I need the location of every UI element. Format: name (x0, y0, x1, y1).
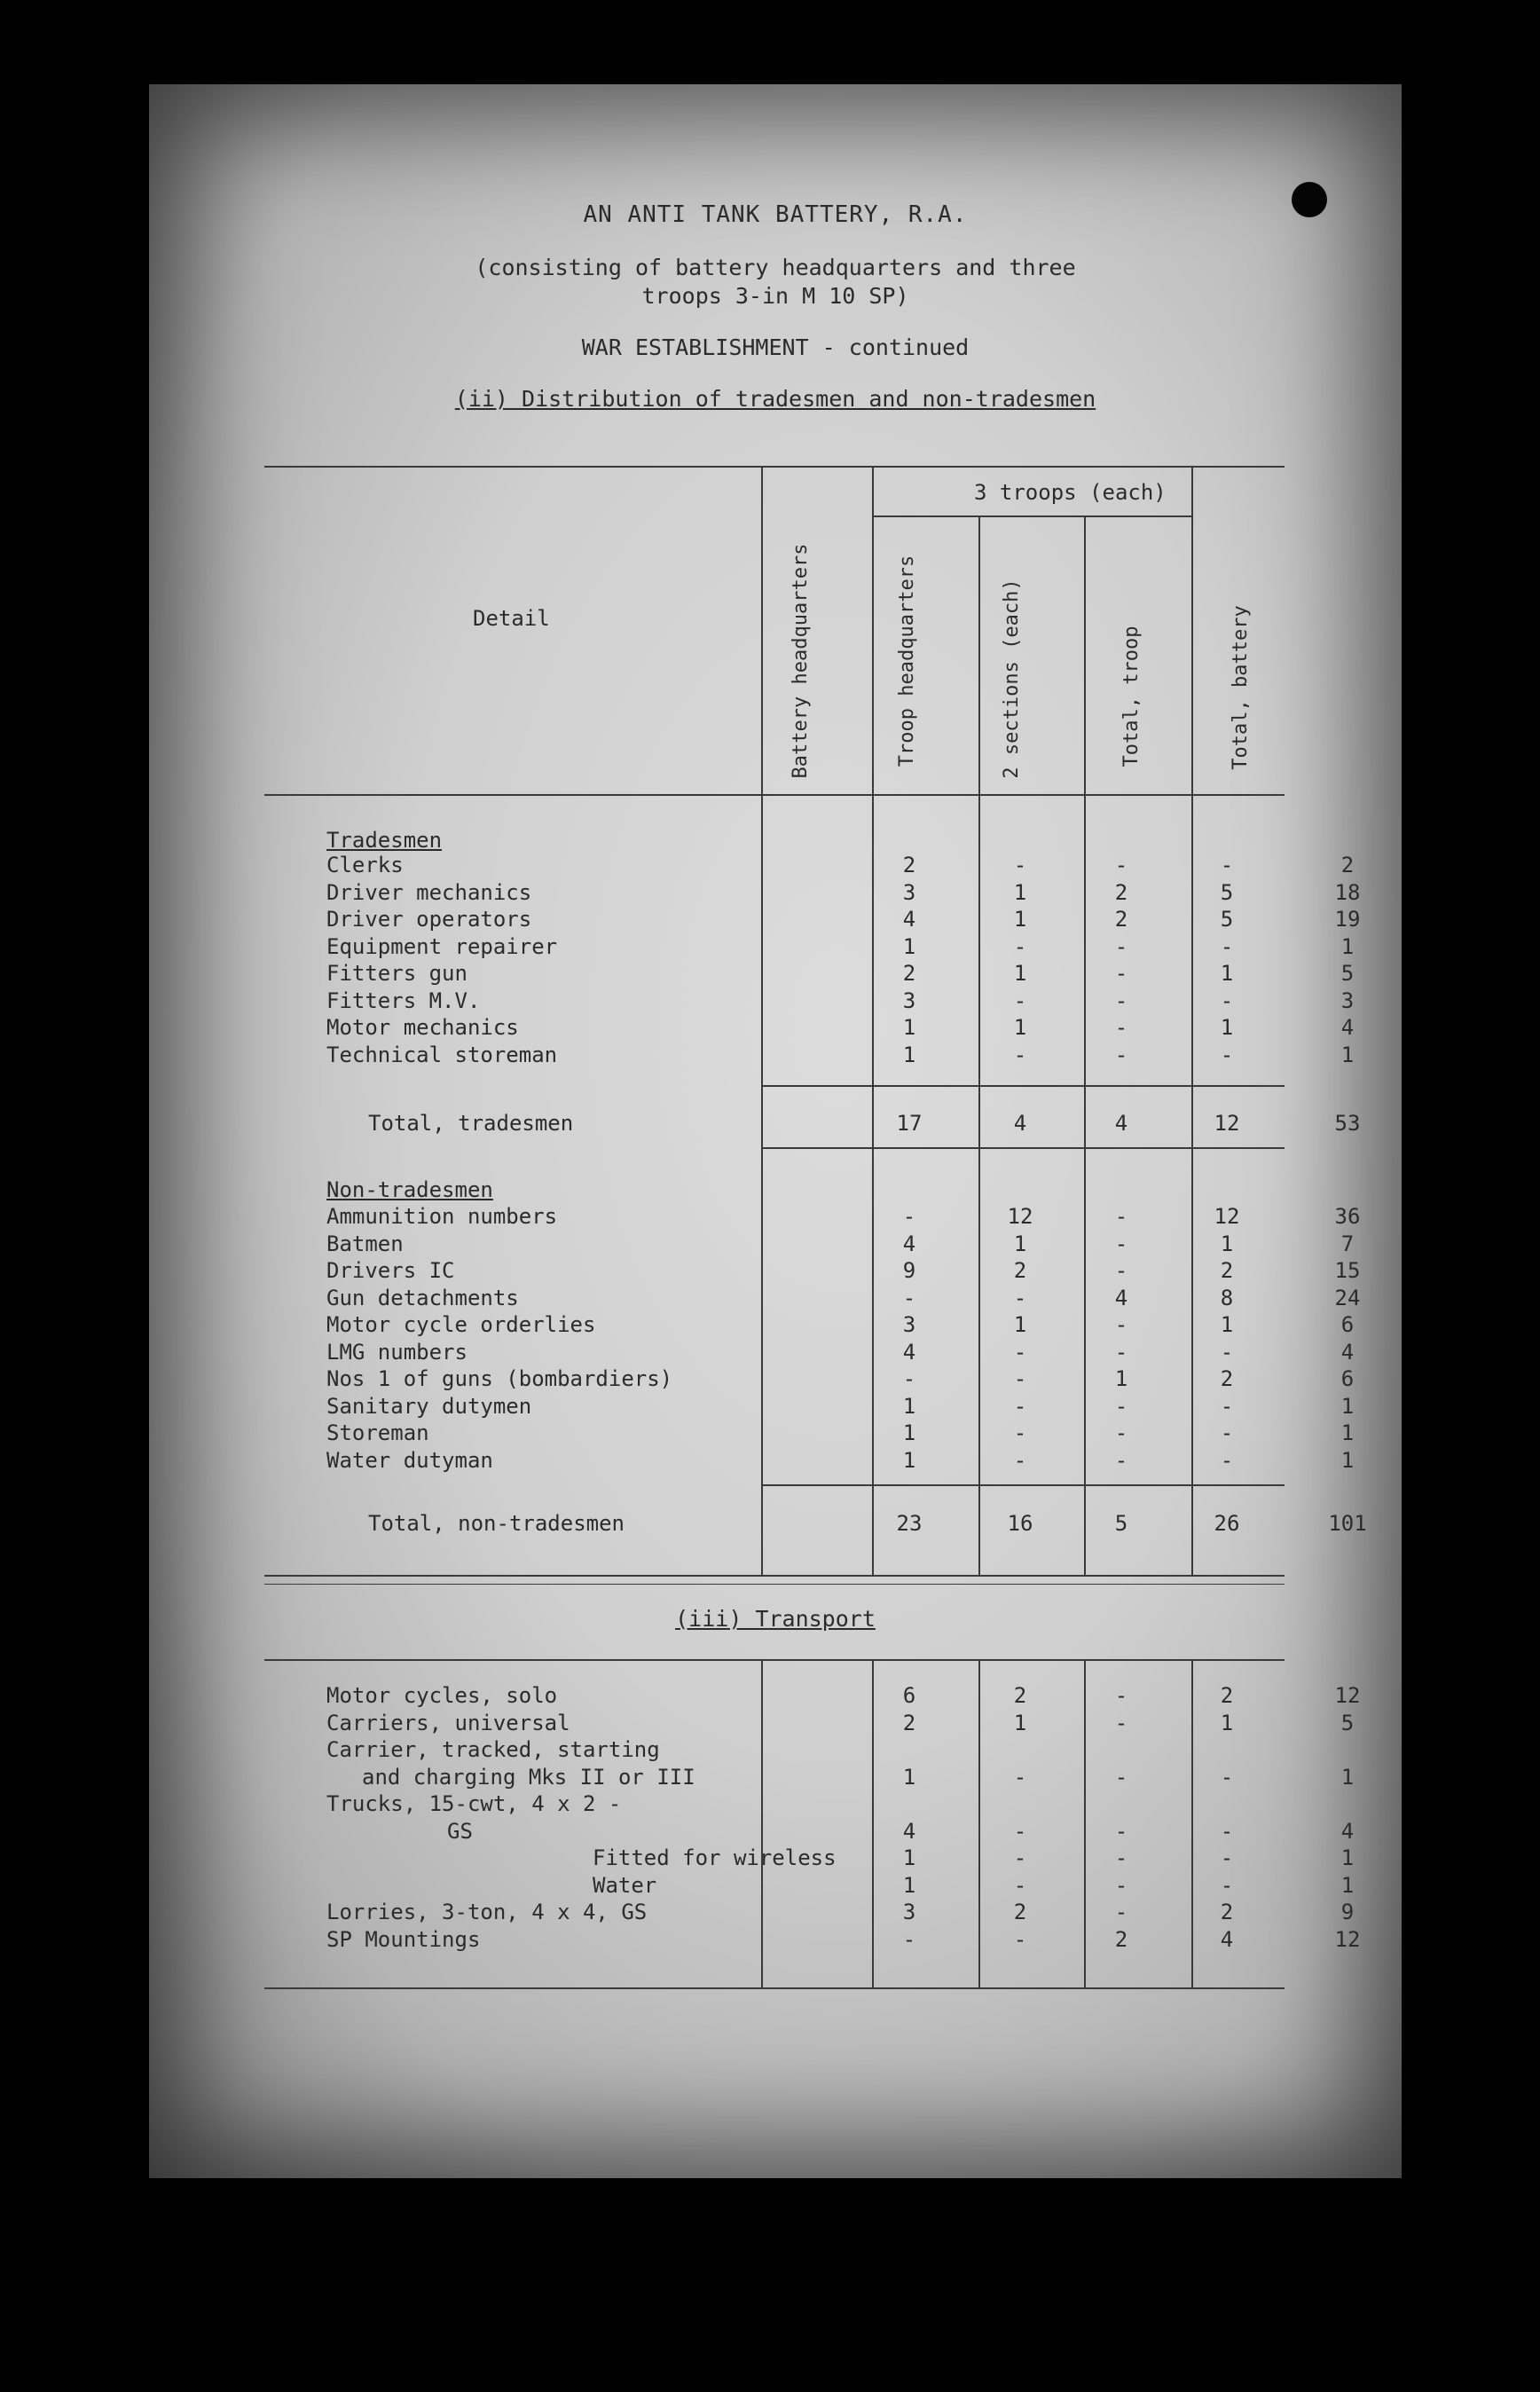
cell-value: 1 (1340, 933, 1355, 959)
cell-value: - (1114, 1258, 1128, 1283)
row-label: Motor cycles, solo (326, 1683, 558, 1708)
table-row (149, 1015, 1402, 1042)
cell-value: 1 (1340, 1393, 1355, 1419)
cell-value: - (1220, 933, 1234, 959)
cell-value: - (1013, 933, 1027, 959)
cell-value: - (1114, 1231, 1128, 1256)
table-row (149, 1791, 1402, 1818)
cell-value: 1 (1340, 1845, 1355, 1870)
table-row (149, 1312, 1402, 1339)
row-label: Motor mechanics (326, 1015, 519, 1040)
table-row (149, 934, 1402, 961)
row-label: Sanitary dutymen (326, 1393, 532, 1419)
cell-value: - (902, 1366, 916, 1391)
row-label: Motor cycle orderlies (326, 1312, 596, 1337)
cell-value: 4 (1340, 1818, 1355, 1844)
cell-value: 4 (1220, 1926, 1234, 1952)
cell-value: - (1114, 1312, 1128, 1337)
cell-value: 1 (902, 1872, 916, 1898)
cell-value: - (1114, 1710, 1128, 1735)
row-label: Carriers, universal (326, 1710, 570, 1735)
table-bottom-rule (264, 1575, 1285, 1577)
cell-value: - (1220, 1420, 1234, 1445)
row-label: LMG numbers (326, 1339, 468, 1365)
cell-value: 5 (1220, 879, 1234, 905)
table-row (149, 961, 1402, 987)
cell-value: 6 (1340, 1366, 1355, 1391)
cell-value: - (1013, 1872, 1027, 1898)
cell-value: 18 (1334, 879, 1361, 905)
table-row (149, 853, 1402, 879)
cell-value: - (1114, 1042, 1128, 1067)
cell-value: - (1114, 1900, 1128, 1924)
cell-value: - (1220, 1764, 1234, 1790)
cell-value: - (1013, 1420, 1027, 1445)
cell-value: 1 (1013, 1312, 1027, 1337)
cell-value: - (1220, 1339, 1234, 1365)
cell-value: 26 (1214, 1511, 1240, 1536)
column-header-group: 3 troops (each) (974, 480, 1167, 505)
row-label: Equipment repairer (326, 933, 558, 959)
table-row (149, 1819, 1402, 1845)
cell-value: 16 (1007, 1511, 1033, 1536)
cell-value: - (902, 1926, 916, 1952)
section-heading-tradesmen: Tradesmen (326, 828, 443, 853)
cell-value: 1 (1220, 1312, 1234, 1337)
cell-value: 36 (1334, 1204, 1361, 1229)
cell-value: - (902, 1285, 916, 1310)
cell-value: 24 (1334, 1285, 1361, 1310)
document-page (149, 84, 1402, 2178)
subtotal-rule (761, 1147, 1285, 1149)
table-row (149, 1873, 1402, 1900)
cell-value: 5 (1220, 907, 1234, 932)
cell-value: 1 (902, 1393, 916, 1419)
cell-value: 4 (1114, 1111, 1128, 1136)
row-label: Water (593, 1872, 657, 1898)
cell-value: 4 (902, 1339, 916, 1365)
table-row-total-tradesmen (149, 1111, 1402, 1137)
cell-value: - (1220, 853, 1234, 877)
cell-value: 2 (1340, 853, 1355, 877)
cell-value: 12 (1214, 1111, 1240, 1136)
cell-value: 1 (902, 933, 916, 959)
cell-value: - (1114, 1015, 1128, 1040)
section-heading-non-tradesmen: Non-tradesmen (326, 1177, 493, 1202)
cell-value: - (1013, 1393, 1027, 1419)
cell-value: - (1013, 853, 1027, 877)
table-row (149, 988, 1402, 1015)
cell-value: 1 (902, 1764, 916, 1790)
row-label: Technical storeman (326, 1042, 558, 1067)
table-row (149, 880, 1402, 907)
cell-value: 2 (1013, 1683, 1027, 1708)
cell-value: 2 (1114, 907, 1128, 932)
cell-value: 5 (1114, 1511, 1128, 1536)
transport-top-rule (264, 1659, 1285, 1661)
cell-value: 2 (1114, 1926, 1128, 1952)
row-label: Ammunition numbers (326, 1204, 558, 1229)
document-subtitle-line2: troops 3-in M 10 SP) (641, 283, 909, 309)
cell-value: 23 (896, 1511, 923, 1536)
section-iii-heading: (iii) Transport (675, 1606, 876, 1632)
table-row-total-non-tradesmen (149, 1511, 1402, 1538)
row-label: Driver operators (326, 907, 532, 932)
cell-value: 1 (1013, 961, 1027, 986)
cell-value: 1 (1013, 907, 1027, 932)
cell-value: 2 (1013, 1258, 1027, 1283)
cell-value: - (1220, 1818, 1234, 1844)
cell-value: 2 (902, 1710, 916, 1735)
cell-value: 9 (902, 1258, 916, 1283)
row-label: SP Mountings (326, 1926, 481, 1952)
cell-value: 1 (1220, 961, 1234, 986)
cell-value: 53 (1334, 1111, 1361, 1136)
table-row (149, 1448, 1402, 1475)
cell-value: 2 (1013, 1900, 1027, 1924)
cell-value: - (1114, 1872, 1128, 1898)
row-label: Total, non-tradesmen (368, 1511, 625, 1536)
header-bottom-rule (264, 794, 1285, 796)
row-label: and charging Mks II or III (362, 1764, 695, 1790)
cell-value: 1 (902, 1420, 916, 1445)
cell-value: - (902, 1204, 916, 1229)
cell-value: - (1114, 1845, 1128, 1870)
row-label: Trucks, 15-cwt, 4 x 2 - (326, 1791, 622, 1816)
establishment-heading: WAR ESTABLISHMENT - continued (581, 334, 970, 360)
cell-value: 17 (896, 1111, 923, 1136)
cell-value: 1 (1340, 1420, 1355, 1445)
cell-value: - (1013, 1339, 1027, 1365)
table-row (149, 1683, 1402, 1710)
row-label: Gun detachments (326, 1285, 519, 1310)
table-row (149, 1043, 1402, 1069)
cell-value: - (1013, 1366, 1027, 1391)
cell-value: 2 (1220, 1258, 1234, 1283)
column-header-battery-hq: Battery headquarters (790, 543, 812, 779)
cell-value: - (1114, 1683, 1128, 1708)
cell-value: 1 (1220, 1710, 1234, 1735)
document-title: AN ANTI TANK BATTERY, R.A. (583, 201, 968, 228)
document-subtitle-line1: (consisting of battery headquarters and three (475, 255, 1076, 280)
cell-value: 2 (902, 853, 916, 877)
row-label: GS (447, 1818, 473, 1844)
cell-value: - (1114, 1339, 1128, 1365)
table-row (149, 1900, 1402, 1926)
cell-value: 5 (1340, 1710, 1355, 1735)
cell-value: 1 (902, 1845, 916, 1870)
table-row (149, 1394, 1402, 1420)
cell-value: 1 (1114, 1366, 1128, 1391)
transport-bottom-rule (264, 1987, 1285, 1989)
cell-value: - (1013, 1042, 1027, 1067)
cell-value: 3 (902, 1900, 916, 1924)
section-ii-heading: (ii) Distribution of tradesmen and non-tradesmen (454, 386, 1096, 412)
table-row (149, 1258, 1402, 1285)
cell-value: 101 (1328, 1511, 1367, 1536)
cell-value: - (1114, 1764, 1128, 1790)
cell-value: 5 (1340, 961, 1355, 986)
row-label: Water dutyman (326, 1447, 493, 1473)
table-row (149, 907, 1402, 933)
cell-value: - (1114, 1420, 1128, 1445)
cell-value: 1 (902, 1447, 916, 1473)
cell-value: 7 (1340, 1231, 1355, 1256)
cell-value: 6 (902, 1683, 916, 1708)
cell-value: 9 (1340, 1900, 1355, 1924)
table-row (149, 1927, 1402, 1954)
cell-value: - (1013, 987, 1027, 1013)
cell-value: 4 (902, 1231, 916, 1256)
cell-value: 3 (902, 987, 916, 1013)
cell-value: - (1114, 853, 1128, 877)
cell-value: 2 (1220, 1366, 1234, 1391)
cell-value: 3 (902, 879, 916, 905)
cell-value: - (1013, 1764, 1027, 1790)
column-header-detail: Detail (473, 606, 550, 631)
table-row (149, 1845, 1402, 1872)
table-row (149, 1737, 1402, 1764)
row-label: Driver mechanics (326, 879, 532, 905)
cell-value: - (1013, 1818, 1027, 1844)
cell-value: 12 (1007, 1204, 1033, 1229)
row-label: Nos 1 of guns (bombardiers) (326, 1366, 673, 1391)
cell-value: 12 (1214, 1204, 1240, 1229)
cell-value: 1 (1013, 1231, 1027, 1256)
cell-value: 4 (1114, 1285, 1128, 1310)
row-label: Clerks (326, 853, 404, 877)
column-header-total-troop: Total, troop (1120, 626, 1143, 767)
cell-value: 4 (1340, 1339, 1355, 1365)
cell-value: 2 (1114, 879, 1128, 905)
table-row (149, 1711, 1402, 1737)
cell-value: - (1220, 987, 1234, 1013)
cell-value: 12 (1334, 1926, 1361, 1952)
cell-value: - (1013, 1447, 1027, 1473)
cell-value: 4 (1340, 1015, 1355, 1040)
cell-value: 1 (1013, 1710, 1027, 1735)
row-label: Fitters M.V. (326, 987, 481, 1013)
cell-value: - (1220, 1042, 1234, 1067)
cell-value: 2 (1220, 1683, 1234, 1708)
table-top-rule (264, 466, 1285, 468)
cell-value: - (1114, 1447, 1128, 1473)
cell-value: 1 (1340, 1764, 1355, 1790)
cell-value: 2 (1220, 1900, 1234, 1924)
cell-value: - (1013, 1845, 1027, 1870)
cell-value: - (1114, 987, 1128, 1013)
cell-value: 1 (1220, 1015, 1234, 1040)
cell-value: 3 (1340, 987, 1355, 1013)
cell-value: 1 (902, 1042, 916, 1067)
cell-value: - (1220, 1845, 1234, 1870)
cell-value: 1 (1340, 1872, 1355, 1898)
row-label: Batmen (326, 1231, 404, 1256)
table-row (149, 1420, 1402, 1447)
row-label: Fitters gun (326, 961, 468, 986)
table-row (149, 1204, 1402, 1231)
cell-value: - (1114, 1393, 1128, 1419)
cell-value: 1 (1340, 1447, 1355, 1473)
cell-value: 4 (902, 907, 916, 932)
cell-value: 4 (1013, 1111, 1027, 1136)
cell-value: - (1220, 1447, 1234, 1473)
row-label: Drivers IC (326, 1258, 455, 1283)
cell-value: 6 (1340, 1312, 1355, 1337)
cell-value: - (1114, 1204, 1128, 1229)
cell-value: 2 (902, 961, 916, 986)
table-row (149, 1286, 1402, 1312)
row-label: Storeman (326, 1420, 429, 1445)
row-label: Fitted for wireless (593, 1845, 837, 1870)
cell-value: 1 (1340, 1042, 1355, 1067)
cell-value: 19 (1334, 907, 1361, 932)
cell-value: - (1013, 1926, 1027, 1952)
cell-value: - (1114, 933, 1128, 959)
table-row (149, 1231, 1402, 1258)
column-header-troop-hq: Troop headquarters (896, 555, 918, 767)
cell-value: - (1114, 961, 1128, 986)
subtotal-rule (761, 1484, 1285, 1486)
cell-value: 1 (1013, 879, 1027, 905)
cell-value: 1 (902, 1015, 916, 1040)
cell-value: - (1114, 1818, 1128, 1844)
group-under-rule (872, 515, 1191, 517)
cell-value: 1 (1220, 1231, 1234, 1256)
cell-value: - (1220, 1393, 1234, 1419)
cell-value: - (1220, 1872, 1234, 1898)
cell-value: 3 (902, 1312, 916, 1337)
cell-value: - (1013, 1285, 1027, 1310)
cell-value: 1 (1013, 1015, 1027, 1040)
row-label: Carrier, tracked, starting (326, 1737, 660, 1762)
cell-value: 8 (1220, 1285, 1234, 1310)
table-row (149, 1340, 1402, 1366)
cell-value: 12 (1334, 1683, 1361, 1708)
column-header-sections: 2 sections (each) (1001, 578, 1023, 779)
table-row (149, 1366, 1402, 1393)
row-label: Lorries, 3-ton, 4 x 4, GS (326, 1900, 648, 1924)
table-bottom-rule (264, 1584, 1285, 1585)
cell-value: 15 (1334, 1258, 1361, 1283)
row-label: Total, tradesmen (368, 1111, 574, 1136)
table-row (149, 1765, 1402, 1791)
subtotal-rule (761, 1085, 1285, 1087)
column-header-total-battery: Total, battery (1230, 605, 1252, 770)
cell-value: 4 (902, 1818, 916, 1844)
